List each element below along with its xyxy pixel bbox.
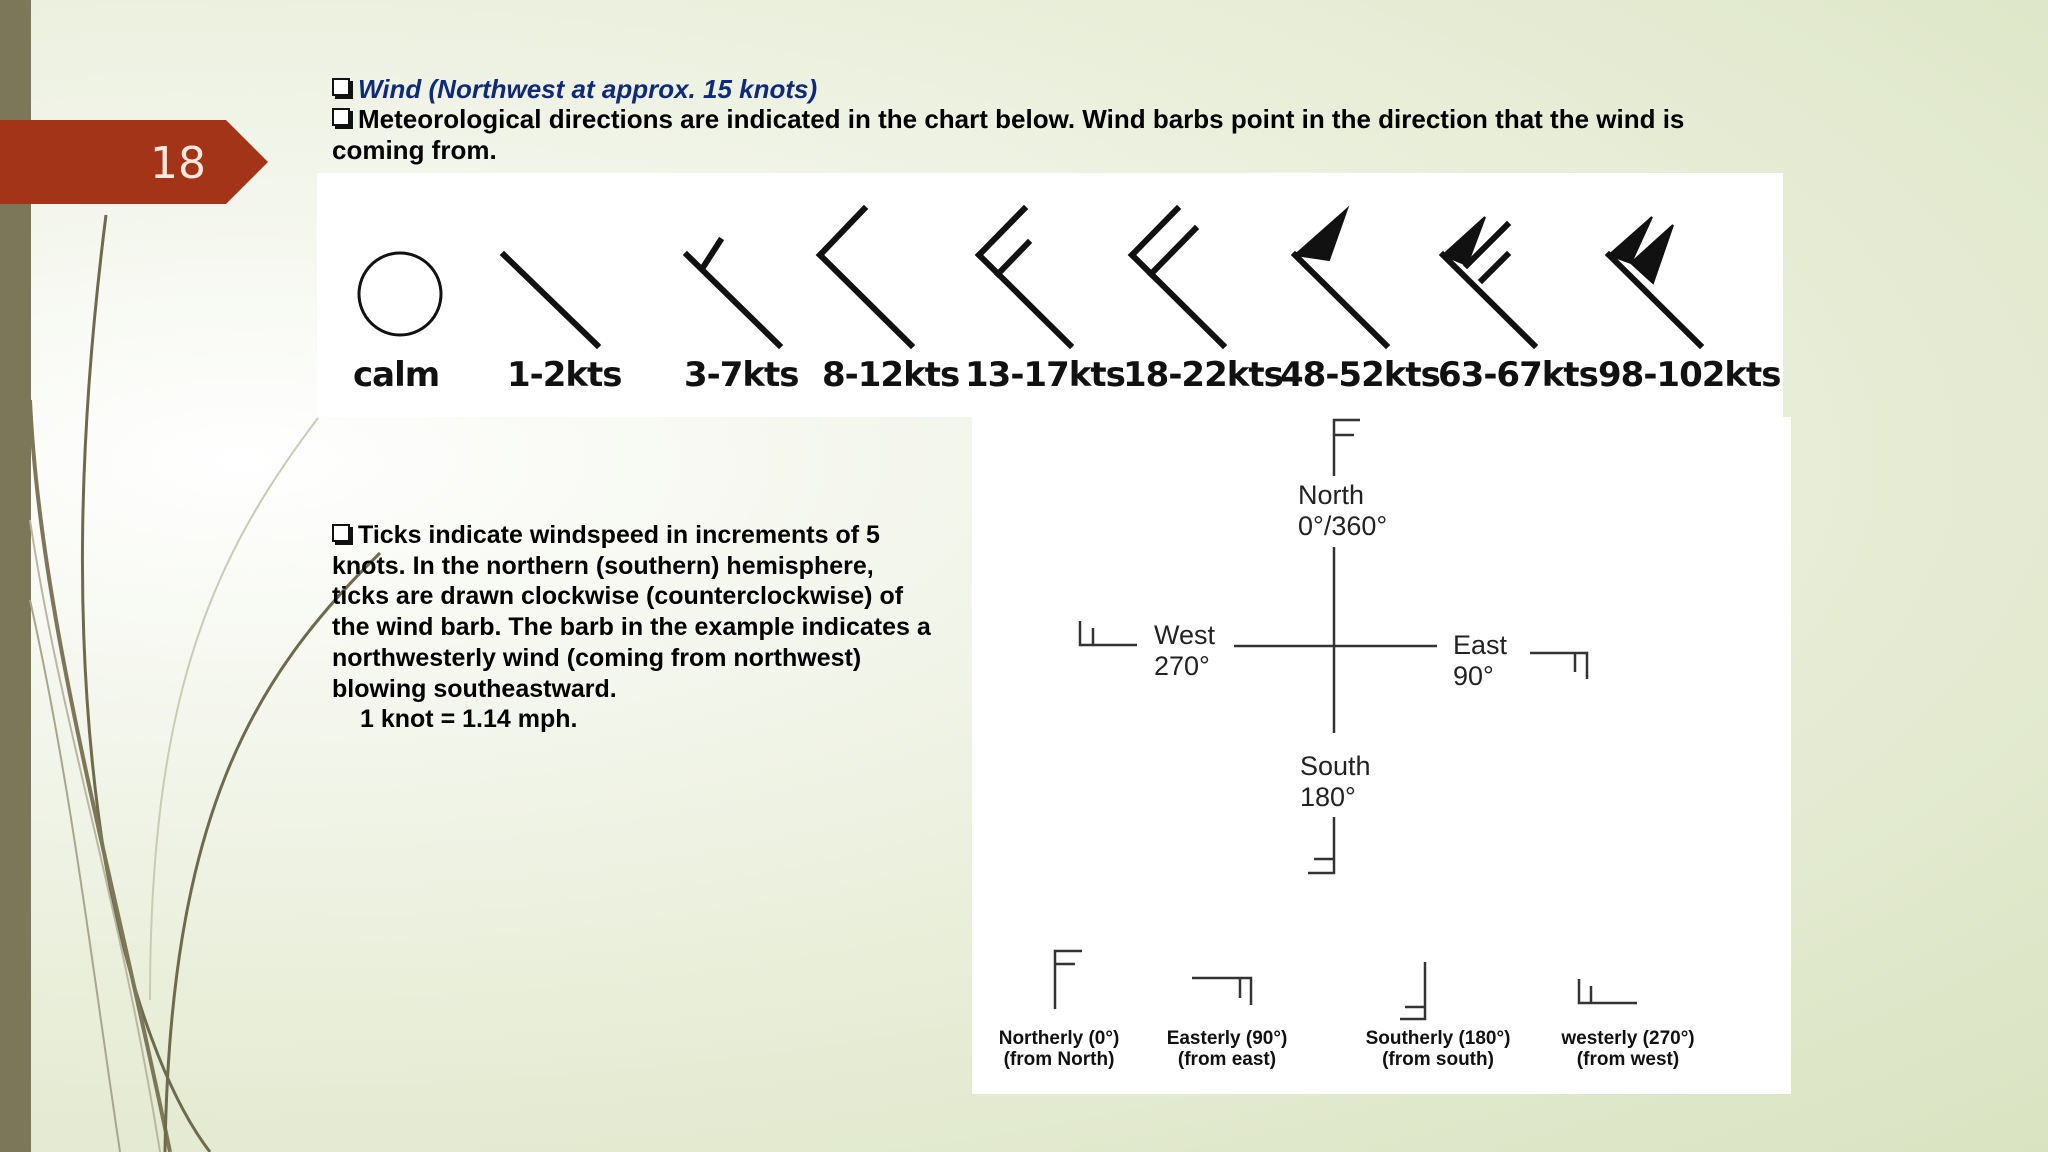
barb-label-63-67kts: 63-67kts: [1438, 355, 1598, 395]
east-degrees: 90°: [1453, 661, 1494, 691]
example-northerly: [996, 1028, 1122, 1070]
ticks-bullet: [332, 520, 932, 735]
example-northerly-sub: (from North): [1003, 1049, 1115, 1070]
barb-63-67kts: [1443, 217, 1534, 345]
barb-13-17kts: [979, 209, 1070, 345]
slide-number-tab: [0, 120, 268, 204]
south-text: South: [1300, 751, 1371, 781]
west-degrees: 270°: [1154, 651, 1210, 681]
ticks-text: Ticks indicate windspeed in increments of 5 knots. In the northern (southern) hemisphere, ticks are drawn clockwise (counterclockwise) of the wind barb. The barb in the example indicates a northwesterly wind (coming from northwest) blowing southeastward.: [332, 521, 931, 703]
calm-circle: [359, 253, 441, 335]
example-easterly-sub: (from east): [1177, 1049, 1277, 1070]
barb-label-98-102kts: 98-102kts: [1598, 355, 1781, 395]
barb-label-8-12kts: 8-12kts: [822, 355, 960, 395]
north-degrees: 0°/360°: [1298, 511, 1388, 541]
barb-label-1-2kts: 1-2kts: [507, 355, 622, 395]
checkbox-bullet-icon: [332, 108, 350, 126]
barb-8-12kts: [820, 209, 911, 345]
barb-1-2kts: [504, 255, 597, 345]
east-text: East: [1453, 630, 1508, 660]
barb-label-calm: calm: [353, 355, 440, 395]
knot-conversion: 1 knot = 1.14 mph.: [360, 705, 578, 734]
example-westerly-title: westerly (270°): [1561, 1028, 1695, 1049]
example-southerly: [1364, 1028, 1512, 1070]
compass-diagram: [972, 417, 1791, 1094]
wind-title-bullet: [332, 74, 817, 105]
wind-title: Wind (Northwest at approx. 15 knots): [358, 74, 818, 104]
south-label: [1300, 751, 1371, 813]
wind-barb-chart: [317, 173, 1783, 417]
checkbox-bullet-icon: [332, 78, 350, 96]
directions-bullet: [332, 104, 1782, 166]
example-westerly: [1555, 1028, 1701, 1070]
slide-number: 18: [150, 138, 206, 189]
north-text: North: [1298, 480, 1365, 510]
barb-18-22kts: [1132, 209, 1223, 345]
barb-label-18-22kts: 18-22kts: [1123, 355, 1283, 395]
example-easterly-title: Easterly (90°): [1166, 1028, 1288, 1049]
example-westerly-sub: (from west): [1576, 1049, 1680, 1070]
west-label: [1154, 620, 1215, 682]
example-southerly-title: Southerly (180°): [1365, 1028, 1511, 1049]
barb-48-52kts: [1295, 209, 1386, 345]
west-text: West: [1154, 620, 1216, 650]
directions-text: Meteorological directions are indicated in the chart below. Wind barbs point in the direction that the wind is coming from.: [332, 104, 1685, 165]
barb-98-102kts: [1609, 217, 1700, 345]
barb-3-7kts: [687, 241, 779, 345]
south-degrees: 180°: [1300, 782, 1356, 812]
east-label: [1453, 630, 1507, 692]
example-northerly-title: Northerly (0°): [998, 1028, 1120, 1049]
barb-label-13-17kts: 13-17kts: [965, 355, 1125, 395]
barb-label-3-7kts: 3-7kts: [684, 355, 799, 395]
example-southerly-sub: (from south): [1382, 1049, 1494, 1070]
north-label: [1298, 480, 1387, 542]
barb-label-48-52kts: 48-52kts: [1280, 355, 1440, 395]
example-easterly: [1162, 1028, 1292, 1070]
checkbox-bullet-icon: [332, 524, 350, 542]
